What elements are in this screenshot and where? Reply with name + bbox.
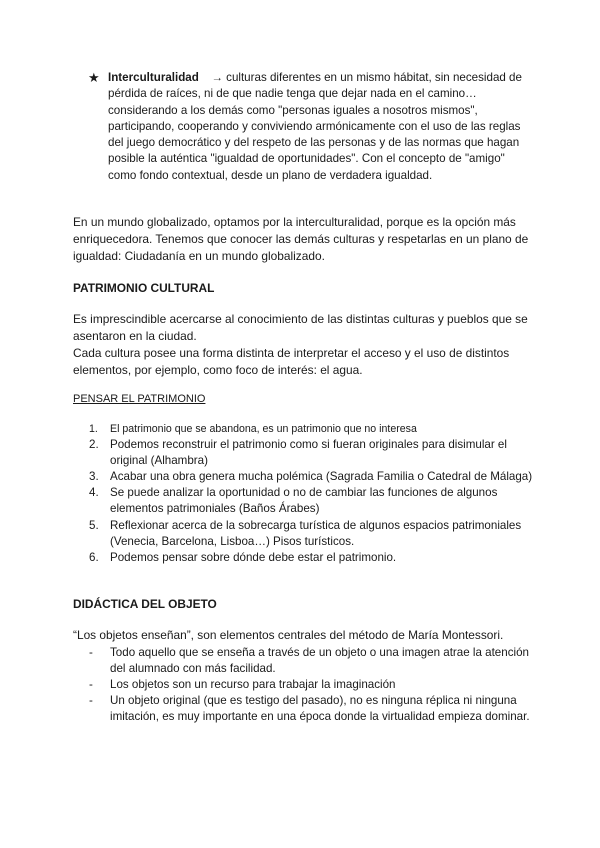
list-item: [73, 518, 533, 550]
list-item: [73, 485, 533, 517]
list-item: [73, 645, 533, 677]
list-text: Reflexionar acerca de la sobrecarga turística de algunos espacios patrimoniales (Venecia, Barcelona, Lisboa…) Pisos turísticos.: [110, 518, 522, 548]
pensar-patrimonio-heading: PENSAR EL PATRIMONIO: [73, 393, 206, 405]
list-text: Podemos reconstruir el patrimonio como si fueran originales para disimular el original (Alhambra): [110, 438, 507, 468]
list-item: [73, 469, 533, 485]
globalizado-paragraph: En un mundo globalizado, optamos por la interculturalidad, porque es la opción más enriquecedora. Tenemos que conocer las demás culturas y respetarlas en un plano de igualdad: Ciudadanía en un mundo globalizado.: [73, 215, 529, 263]
didactica-intro: “Los objetos enseñan”, son elementos centrales del método de María Montessori.: [73, 628, 504, 642]
list-item: [73, 693, 533, 725]
list-text: Acabar una obra genera mucha polémica (Sagrada Familia o Catedral de Málaga): [110, 470, 533, 484]
patrimonio-cultural-heading: PATRIMONIO CULTURAL: [73, 281, 215, 295]
list-text: Un objeto original (que es testigo del pasado), no es ninguna réplica ni ninguna imitación, es muy importante en una época donde la virtualidad empieza dominar.: [110, 694, 530, 724]
list-dash: -: [89, 694, 93, 708]
list-item: [73, 437, 533, 469]
list-dash: -: [89, 678, 93, 692]
interculturalidad-definition: culturas diferentes en un mismo hábitat, sin necesidad de pérdida de raíces, ni de que nadie tenga que dejar nada en el camino… considerando a los demás como "personas iguales a nosotros mismos", participando, cooperando y conviviendo armónicamente con el uso de las reglas del juego democrático y del respeto de las personas y de las normas que hagan posible la auténtica "igualdad de oportunidades". Con el concepto de "amigo" como fondo contextual, desde un plano de verdadera igualdad.: [108, 71, 522, 182]
didactica-heading: DIDÁCTICA DEL OBJETO: [73, 597, 217, 611]
list-text: Se puede analizar la oportunidad o no de cambiar las funciones de algunos elementos patrimoniales (Baños Árabes): [110, 486, 498, 516]
arrow-icon: →: [211, 71, 223, 84]
list-number: 1.: [89, 423, 98, 435]
list-number: 2.: [89, 438, 99, 452]
list-number: 5.: [89, 518, 99, 532]
patrimonio-paragraph-1: Es imprescindible acercarse al conocimiento de las distintas culturas y pueblos que se asentaron en la ciudad.: [73, 312, 528, 343]
list-text: Todo aquello que se enseña a través de un objeto o una imagen atrae la atención del alumnado con más facilidad.: [110, 646, 529, 676]
list-item: [73, 677, 533, 693]
star-icon: ★: [88, 70, 100, 85]
list-number: 4.: [89, 486, 99, 500]
list-text: Los objetos son un recurso para trabajar la imaginación: [110, 678, 396, 692]
didactica-list: [73, 645, 533, 725]
interculturalidad-block: [88, 70, 528, 184]
patrimonio-paragraph-2: Cada cultura posee una forma distinta de interpretar el acceso y el uso de distintos elementos, por ejemplo, como foco de interés: el agua.: [73, 346, 510, 377]
interculturalidad-term: Interculturalidad: [108, 71, 199, 84]
list-number: 3.: [89, 470, 99, 484]
pensar-patrimonio-list: [73, 421, 533, 566]
list-item: [73, 421, 533, 437]
list-text: El patrimonio que se abandona, es un patrimonio que no interesa: [110, 423, 417, 435]
list-text: Podemos pensar sobre dónde debe estar el patrimonio.: [110, 550, 397, 564]
interculturalidad-text: [108, 70, 528, 184]
list-number: 6.: [89, 550, 99, 564]
list-item: [73, 550, 533, 566]
list-dash: -: [89, 646, 93, 659]
